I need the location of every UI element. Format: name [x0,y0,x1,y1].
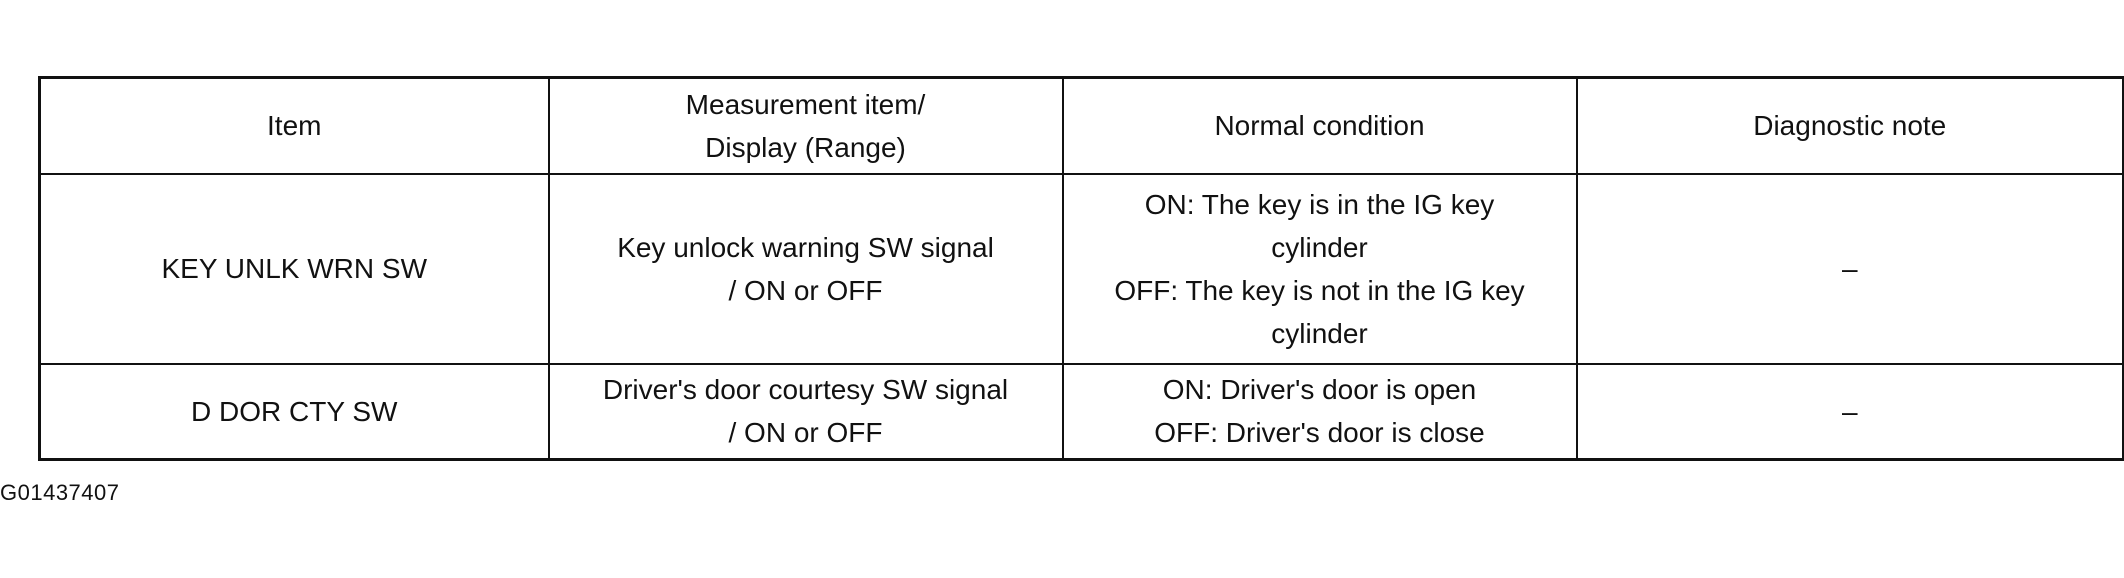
table-row [40,364,2124,460]
table-header-row [40,78,2124,174]
header-item: Item [40,78,549,174]
cell-measurement: Key unlock warning SW signal / ON or OFF [549,174,1063,364]
header-diagnostic-note: Diagnostic note [1577,78,2124,174]
cell-measurement: Driver's door courtesy SW signal / ON or OFF [549,364,1063,460]
cell-item: KEY UNLK WRN SW [40,174,549,364]
cell-normal-condition: ON: The key is in the IG key cylinder OFF: The key is not in the IG key cylinder [1063,174,1577,364]
cell-normal-condition: ON: Driver's door is open OFF: Driver's door is close [1063,364,1577,460]
cell-item: D DOR CTY SW [40,364,549,460]
header-measurement-item: Measurement item/ Display (Range) [549,78,1063,174]
diagnostic-data-table [38,76,2124,461]
figure-code: G01437407 [0,480,120,505]
header-normal-condition: Normal condition [1063,78,1577,174]
cell-diagnostic-note: – [1577,364,2124,460]
cell-diagnostic-note: – [1577,174,2124,364]
table-row [40,174,2124,364]
